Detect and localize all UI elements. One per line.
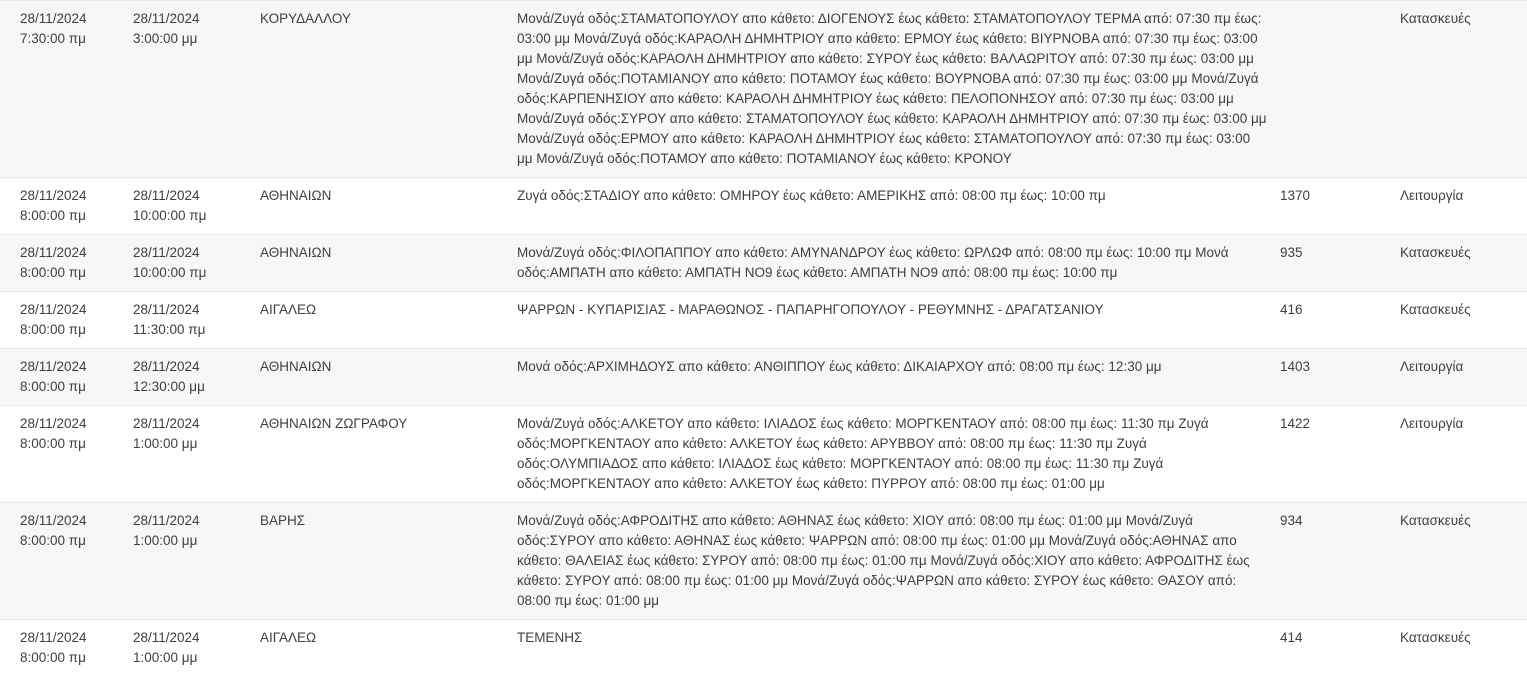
cell-affected-streets: Ζυγά οδός:ΣΤΑΔΙΟΥ απο κάθετο: ΟΜΗΡΟΥ έως κάθετο: ΑΜΕΡΙΚΗΣ από: 08:00 πμ έως: 10:00 πμ — [517, 188, 1106, 203]
start-date: 28/11/2024 — [20, 630, 87, 645]
cell-affected-streets: ΨΑΡΡΩΝ - ΚΥΠΑΡΙΣΙΑΣ - ΜΑΡΑΘΩΝΟΣ - ΠΑΠΑΡΗΓΟΠΟΥΛΟΥ - ΡΕΘΥΜΝΗΣ - ΔΡΑΓΑΤΣΑΝΙΟΥ — [517, 302, 1104, 317]
cell-affected-streets: Μονά/Ζυγά οδός:ΑΛΚΕΤΟΥ απο κάθετο: ΙΛΙΑΔΟΣ έως κάθετο: ΜΟΡΓΚΕΝΤΑΟΥ από: 08:00 πμ έως: 11:30 πμ Ζυγά οδός:ΜΟΡΓΚΕΝΤΑΟΥ απο κάθετο: ΑΛΚΕΤΟΥ έως κάθετο: ΑΡΥΒΒΟΥ από: 08:00 πμ έως: 11:30 πμ Ζυγά οδός:ΟΛΥΜΠΙΑΔΟΣ απο κάθετο: ΙΛΙΑΔΟΣ έως κάθετο: ΜΟΡΓΚΕΝΤΑΟΥ από: 08:00 πμ έως: 11:30 πμ Ζυγά οδός:ΜΟΡΓΚΕΝΤΑΟΥ απο κάθετο: ΑΛΚΕΤΟΥ έως κάθετο: ΠΥΡΡΟΥ από: 08:00 πμ έως: 01:00 μμ — [517, 416, 1209, 491]
cell-start-datetime — [0, 628, 133, 668]
cell-outage-number: 1370 — [1280, 188, 1311, 203]
end-date: 28/11/2024 — [133, 416, 200, 431]
start-date: 28/11/2024 — [20, 359, 87, 374]
municipality-label: ΑΙΓΑΛΕΩ — [260, 630, 317, 645]
cell-municipality — [260, 357, 517, 377]
cell-affected-streets: Μονά οδός:ΑΡΧΙΜΗΔΟΥΣ απο κάθετο: ΑΝΘΙΠΠΟΥ έως κάθετο: ΔΙΚΑΙΑΡΧΟΥ από: 08:00 πμ έως: 12:30 μμ — [517, 359, 1162, 374]
cell-end-datetime — [133, 243, 260, 283]
cell-municipality — [260, 628, 517, 648]
table-row — [0, 291, 1527, 348]
end-time: 3:00:00 μμ — [133, 31, 198, 46]
cell-start-datetime — [0, 414, 133, 454]
table-row — [0, 405, 1527, 502]
end-date: 28/11/2024 — [133, 245, 200, 260]
cell-start-datetime — [0, 186, 133, 226]
cell-cause-status: Λειτουργία — [1400, 188, 1464, 203]
cell-cause-status: Λειτουργία — [1400, 416, 1464, 431]
cell-start-datetime — [0, 300, 133, 340]
cell-outage-number: 1403 — [1280, 359, 1311, 374]
cell-end-datetime — [133, 414, 260, 454]
end-date: 28/11/2024 — [133, 188, 200, 203]
start-time: 8:00:00 πμ — [20, 650, 86, 665]
municipality-label: ΑΘΗΝΑΙΩΝ ΖΩΓΡΑΦΟΥ — [260, 416, 408, 431]
start-time: 8:00:00 πμ — [20, 265, 86, 280]
municipality-label: ΑΘΗΝΑΙΩΝ — [260, 245, 332, 260]
cell-municipality — [260, 243, 517, 263]
cell-start-datetime — [0, 9, 133, 49]
cell-municipality — [260, 9, 517, 29]
end-time: 1:00:00 μμ — [133, 650, 198, 665]
cell-municipality — [260, 186, 517, 206]
municipality-label: ΑΘΗΝΑΙΩΝ — [260, 188, 332, 203]
cell-end-datetime — [133, 300, 260, 340]
cell-cause-status: Κατασκευές — [1400, 630, 1471, 645]
start-time: 8:00:00 πμ — [20, 436, 86, 451]
end-time: 1:00:00 μμ — [133, 436, 198, 451]
table-row — [0, 502, 1527, 619]
municipality-label: ΑΘΗΝΑΙΩΝ — [260, 359, 332, 374]
cell-end-datetime — [133, 9, 260, 49]
cell-end-datetime — [133, 628, 260, 668]
table-row — [0, 234, 1527, 291]
end-time: 10:00:00 πμ — [133, 265, 207, 280]
end-time: 10:00:00 πμ — [133, 208, 207, 223]
start-time: 7:30:00 πμ — [20, 31, 86, 46]
municipality-label: ΚΟΡΥΔΑΛΛΟΥ — [260, 11, 351, 26]
start-date: 28/11/2024 — [20, 513, 87, 528]
cell-affected-streets: ΤΕΜΕΝΗΣ — [517, 630, 583, 645]
cell-outage-number: 1422 — [1280, 416, 1311, 431]
cell-affected-streets: Μονά/Ζυγά οδός:ΑΦΡΟΔΙΤΗΣ απο κάθετο: ΑΘΗΝΑΣ έως κάθετο: ΧΙΟΥ από: 08:00 πμ έως: 01:00 μμ Μονά/Ζυγά οδός:ΣΥΡΟΥ απο κάθετο: ΑΘΗΝΑΣ έως κάθετο: ΨΑΡΡΩΝ από: 08:00 πμ έως: 01:00 μμ Μονά/Ζυγά οδός:ΑΘΗΝΑΣ απο κάθετο: ΘΑΛΕΙΑΣ έως κάθετο: ΣΥΡΟΥ από: 08:00 πμ έως: 01:00 πμ Μονά/Ζυγά οδός:ΧΙΟΥ απο κάθετο: ΑΦΡΟΔΙΤΗΣ έως κάθετο: ΣΥΡΟΥ από: 08:00 πμ έως: 01:00 μμ Μονά/Ζυγά οδός:ΨΑΡΡΩΝ απο κάθετο: ΣΥΡΟΥ έως κάθετο: ΘΑΣΟΥ από: 08:00 πμ έως: 01:00 μμ — [517, 513, 1250, 608]
end-date: 28/11/2024 — [133, 11, 200, 26]
cell-cause-status: Κατασκευές — [1400, 11, 1471, 26]
cell-outage-number: 414 — [1280, 630, 1303, 645]
cell-cause-status: Κατασκευές — [1400, 302, 1471, 317]
cell-cause-status: Κατασκευές — [1400, 245, 1471, 260]
cell-outage-number: 935 — [1280, 245, 1303, 260]
table-row — [0, 619, 1527, 676]
start-time: 8:00:00 πμ — [20, 208, 86, 223]
end-time: 12:30:00 μμ — [133, 379, 205, 394]
cell-end-datetime — [133, 186, 260, 226]
cell-cause-status: Λειτουργία — [1400, 359, 1464, 374]
table-row — [0, 0, 1527, 177]
cell-end-datetime — [133, 511, 260, 551]
end-time: 1:00:00 μμ — [133, 533, 198, 548]
start-date: 28/11/2024 — [20, 11, 87, 26]
municipality-label: ΑΙΓΑΛΕΩ — [260, 302, 317, 317]
start-date: 28/11/2024 — [20, 416, 87, 431]
cell-start-datetime — [0, 357, 133, 397]
cell-start-datetime — [0, 511, 133, 551]
cell-cause-status: Κατασκευές — [1400, 513, 1471, 528]
cell-municipality — [260, 414, 517, 434]
table-row — [0, 348, 1527, 405]
cell-end-datetime — [133, 357, 260, 397]
cell-municipality — [260, 511, 517, 531]
end-date: 28/11/2024 — [133, 359, 200, 374]
cell-municipality — [260, 300, 517, 320]
end-time: 11:30:00 πμ — [133, 322, 206, 337]
cell-outage-number: 934 — [1280, 513, 1303, 528]
table-row — [0, 177, 1527, 234]
cell-affected-streets: Μονά/Ζυγά οδός:ΦΙΛΟΠΑΠΠΟΥ απο κάθετο: ΑΜΥΝΑΝΔΡΟΥ έως κάθετο: ΩΡΛΩΦ από: 08:00 πμ έως: 10:00 πμ Μονά οδός:ΑΜΠΑΤΗ απο κάθετο: ΑΜΠΑΤΗ ΝΟ9 έως κάθετο: ΑΜΠΑΤΗ ΝΟ9 από: 08:00 πμ έως: 10:00 πμ — [517, 245, 1229, 280]
start-date: 28/11/2024 — [20, 302, 87, 317]
start-date: 28/11/2024 — [20, 245, 87, 260]
end-date: 28/11/2024 — [133, 513, 200, 528]
start-time: 8:00:00 πμ — [20, 533, 86, 548]
end-date: 28/11/2024 — [133, 302, 200, 317]
start-time: 8:00:00 πμ — [20, 322, 86, 337]
cell-outage-number: 416 — [1280, 302, 1303, 317]
start-time: 8:00:00 πμ — [20, 379, 86, 394]
municipality-label: ΒΑΡΗΣ — [260, 513, 306, 528]
cell-affected-streets: Μονά/Ζυγά οδός:ΣΤΑΜΑΤΟΠΟΥΛΟΥ απο κάθετο: ΔΙΟΓΕΝΟΥΣ έως κάθετο: ΣΤΑΜΑΤΟΠΟΥΛΟΥ ΤΕΡΜΑ από: 07:30 πμ έως: 03:00 μμ Μονά/Ζυγά οδός:ΚΑΡΑΟΛΗ ΔΗΜΗΤΡΙΟΥ απο κάθετο: ΕΡΜΟΥ έως κάθετο: ΒΙΥΡΝΟΒΑ από: 07:30 πμ έως: 03:00 μμ Μονά/Ζυγά οδός:ΚΑΡΑΟΛΗ ΔΗΜΗΤΡΙΟΥ απο κάθετο: ΣΥΡΟΥ έως κάθετο: ΒΑΛΑΩΡΙΤΟΥ από: 07:30 πμ έως: 03:00 μμ Μονά/Ζυγά οδός:ΠΟΤΑΜΙΑΝΟΥ απο κάθετο: ΠΟΤΑΜΟΥ έως κάθετο: ΒΟΥΡΝΟΒΑ από: 07:30 πμ έως: 03:00 μμ Μονά/Ζυγά οδός:ΚΑΡΠΕΝΗΣΙΟΥ απο κάθετο: ΚΑΡΑΟΛΗ ΔΗΜΗΤΡΙΟΥ έως κάθετο: ΠΕΛΟΠΟΝΗΣΟΥ από: 07:30 πμ έως: 03:00 μμ Μονά/Ζυγά οδός:ΣΥΡΟΥ απο κάθετο: ΣΤΑΜΑΤΟΠΟΥΛΟΥ έως κάθετο: ΚΑΡΑΟΛΗ ΔΗΜΗΤΡΙΟΥ από: 07:30 πμ έως: 03:00 μμ Μονά/Ζυγά οδός:ΕΡΜΟΥ απο κάθετο: ΚΑΡΑΟΛΗ ΔΗΜΗΤΡΙΟΥ έως κάθετο: ΣΤΑΜΑΤΟΠΟΥΛΟΥ από: 07:30 πμ έως: 03:00 μμ Μονά/Ζυγά οδός:ΠΟΤΑΜΟΥ απο κάθετο: ΠΟΤΑΜΙΑΝΟΥ έως κάθετο: ΚΡΟΝΟΥ — [517, 11, 1267, 166]
cell-start-datetime — [0, 243, 133, 283]
end-date: 28/11/2024 — [133, 630, 200, 645]
start-date: 28/11/2024 — [20, 188, 87, 203]
